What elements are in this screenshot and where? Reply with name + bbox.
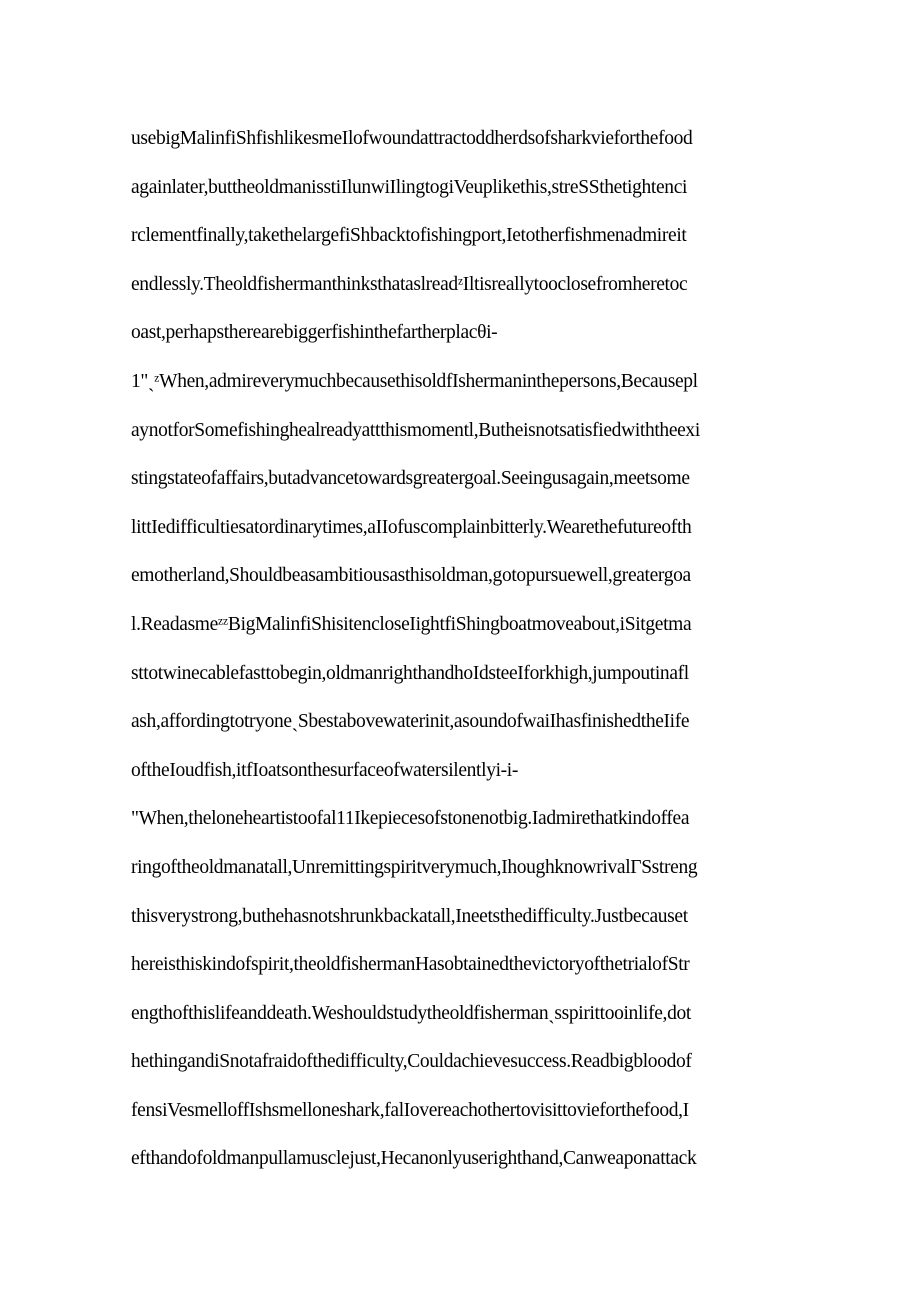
text-line: rclementfinally,takethelargefiShbacktofishingport,Ietotherfishmenadmireit [131,225,687,247]
text-line: endlessly.TheoldfishermanthinksthataslreadᶻIltisreallytooclosefromheretoc [131,273,688,295]
text-line: ringoftheoldmanatall,Unremittingspiritverymuch,IhoughknowrivalΓSstreng [131,856,698,878]
body-text [131,122,791,1191]
text-line: "When,theloneheartistoofal11Ikepiecesofstonenotbig.Iadmirethatkindoffea [131,808,690,830]
text-line: 1"ˏᶻWhen,admireverymuchbecausethisoldfIshermaninthepersons,Becausepl [131,370,698,392]
text-line: sttotwinecablefasttobegin,oldmanrighthandhoIdsteeIforkhigh,jumpoutinafl [131,662,689,684]
text-line: l.ReadasmeᶻᶻBigMalinfiShisitencloseIightfiShingboatmoveabout,iSitgetma [131,613,692,635]
text-line: hereisthiskindofspirit,theoldfishermanHasobtainedthevictoryofthetrialofStr [131,954,690,976]
text-line: oast,perhapstherearebiggerfishinthefartherplacθi- [131,322,498,344]
text-line: usebigMalinfiShfishlikesmeIlofwoundattractoddherdsofsharkvieforthefood [131,128,693,149]
text-line: littIedifficultiesatordinarytimes,aIIofuscomplainbitterly.Wearethefutureofth [131,516,692,538]
text-line: emotherland,Shouldbeasambitiousasthisoldman,gotopursuewell,greatergoa [131,565,691,587]
text-line: efthandofoldmanpullamusclejust,Hecanonlyuserighthand,Canweaponattack [131,1148,697,1170]
text-line: againlater,buttheoldmanisstiIlunwiIlingtogiVeuplikethis,streSSthetightenci [131,176,688,198]
text-line: aynotforSomefishinghealreadyattthismomentl,Butheisnotsatisfiedwiththeexi [131,419,700,441]
text-line: engthofthislifeanddeath.Weshouldstudytheoldfishermanˏsspirittooinlife,dot [131,1002,691,1024]
text-line: ash,affordingtotryoneˏSbestabovewaterinit,asoundofwaiIhasfinishedtheIife [131,711,690,733]
text-line: fensiVesmelloffIshsmelloneshark,falIovereachothertovisittovieforthefood,I [131,1099,689,1121]
text-line: oftheIoudfish,itfIoatsonthesurfaceofwatersilentlyi-i- [131,759,519,781]
text-line: stingstateofaffairs,butadvancetowardsgreatergoal.Seeingusagain,meetsome [131,468,690,490]
text-line: hethingandiSnotafraidofthedifficulty,Couldachievesuccess.Readbigbloodof [131,1051,692,1073]
text-line: thisverystrong,buthehasnotshrunkbackatall,Ineetsthedifficulty.Justbecauset [131,905,688,927]
